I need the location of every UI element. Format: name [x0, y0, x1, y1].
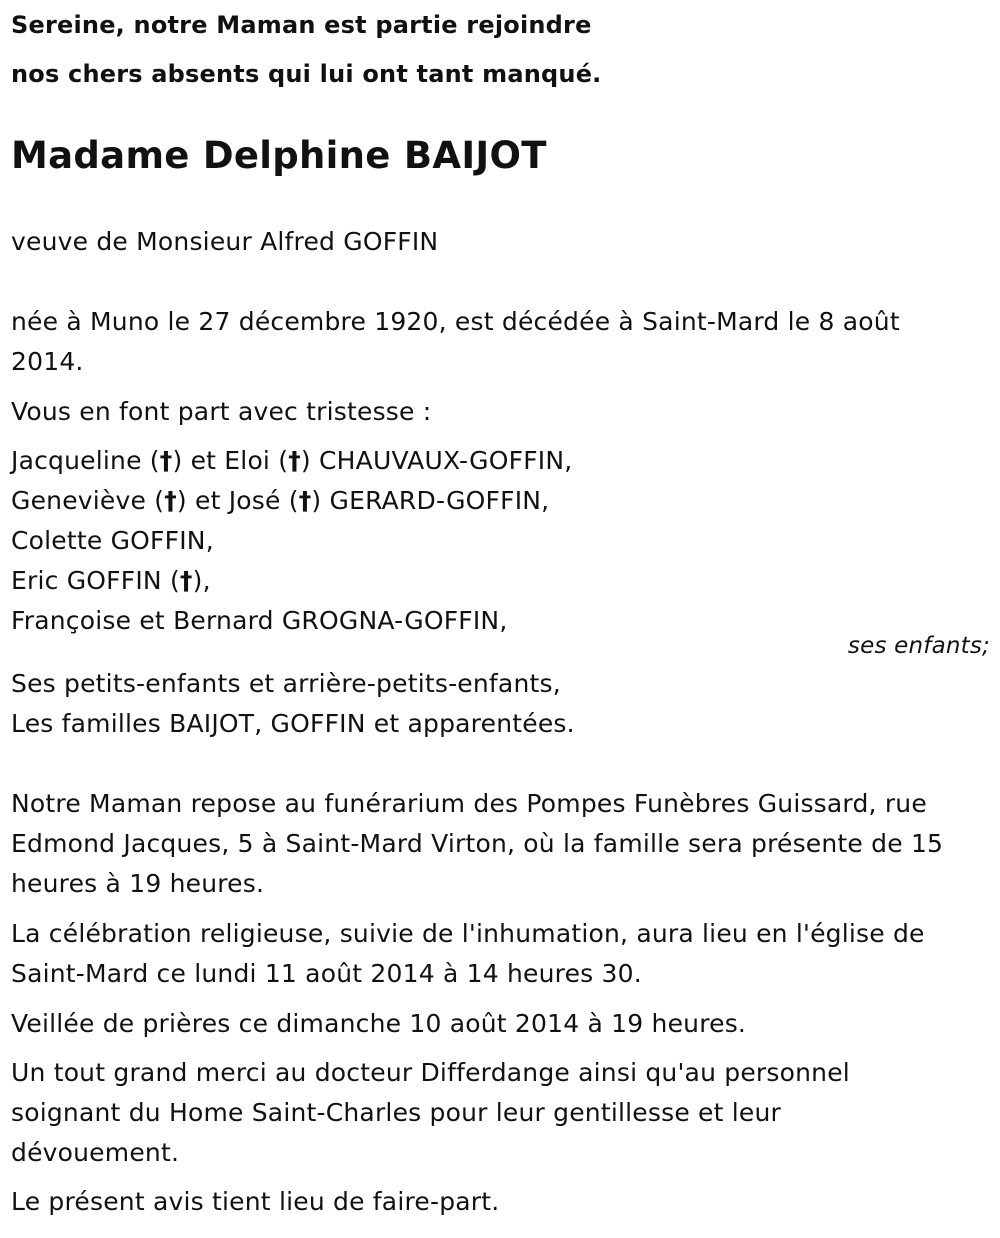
- family-line-jacqueline: Jacqueline (†) et Eloi (†) CHAUVAUX-GOFFIN,: [11, 446, 573, 475]
- thanks-line-3: dévouement.: [11, 1138, 180, 1167]
- grandchildren-line: Ses petits-enfants et arrière-petits-enfants,: [11, 669, 561, 698]
- birth-death-line-2: 2014.: [11, 347, 84, 376]
- deceased-name: Madame Delphine BAIJOT: [11, 134, 547, 177]
- opening-quote-line-2: nos chers absents qui lui ont tant manqué.: [11, 60, 602, 88]
- spouse-line: veuve de Monsieur Alfred GOFFIN: [11, 227, 439, 256]
- children-label: ses enfants;: [847, 633, 990, 659]
- family-line-eric: Eric GOFFIN (†),: [11, 566, 211, 595]
- ceremony-line-2: Saint-Mard ce lundi 11 août 2014 à 14 heures 30.: [11, 959, 642, 988]
- cross-icon: †: [179, 566, 193, 595]
- cross-icon: †: [298, 486, 312, 515]
- families-line: Les familles BAIJOT, GOFFIN et apparentées.: [11, 709, 575, 738]
- vigil-line: Veillée de prières ce dimanche 10 août 2014 à 19 heures.: [11, 1009, 747, 1038]
- announcement-intro: Vous en font part avec tristesse :: [11, 397, 432, 426]
- family-line-colette: Colette GOFFIN,: [11, 526, 214, 555]
- thanks-line-2: soignant du Home Saint-Charles pour leur gentillesse et leur: [11, 1098, 782, 1127]
- cross-icon: †: [164, 486, 177, 515]
- funerarium-line-3: heures à 19 heures.: [11, 869, 265, 898]
- ceremony-line-1: La célébration religieuse, suivie de l'inhumation, aura lieu en l'église de: [11, 919, 925, 948]
- closing-line: Le présent avis tient lieu de faire-part.: [11, 1187, 500, 1216]
- opening-quote-line-1: Sereine, notre Maman est partie rejoindre: [11, 11, 592, 39]
- thanks-line-1: Un tout grand merci au docteur Differdange ainsi qu'au personnel: [11, 1058, 850, 1087]
- family-line-genevieve: Geneviève (†) et José (†) GERARD-GOFFIN,: [11, 486, 550, 515]
- birth-death-line-1: née à Muno le 27 décembre 1920, est décédée à Saint-Mard le 8 août: [11, 307, 900, 336]
- funerarium-line-2: Edmond Jacques, 5 à Saint-Mard Virton, où la famille sera présente de 15: [11, 829, 944, 858]
- cross-icon: †: [288, 446, 301, 475]
- cross-icon: †: [159, 446, 173, 475]
- family-line-francoise: Françoise et Bernard GROGNA-GOFFIN,: [11, 606, 508, 635]
- funerarium-line-1: Notre Maman repose au funérarium des Pompes Funèbres Guissard, rue: [11, 789, 927, 818]
